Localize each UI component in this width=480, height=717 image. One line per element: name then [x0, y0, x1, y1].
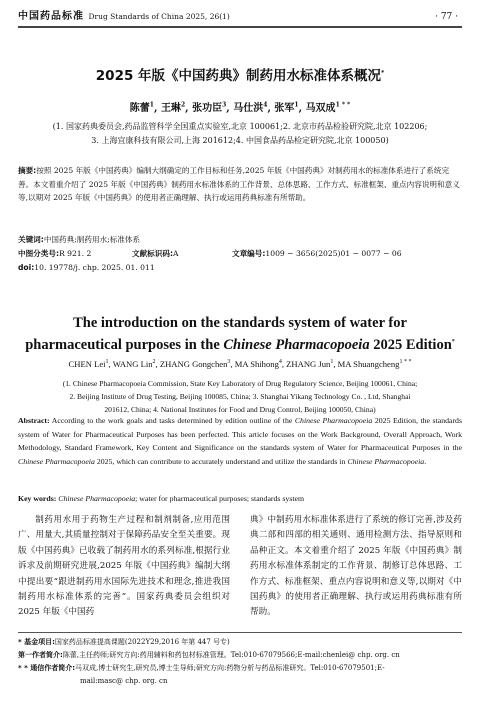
en-author-sup: 2 — [152, 359, 156, 366]
en-author-sup: 1 — [105, 359, 109, 366]
en-keywords-label: Key words: — [18, 494, 57, 503]
en-keywords-rest: ; water for pharmaceutical purposes; standards system — [135, 494, 305, 503]
zh-keywords-text: 中国药典;制药用水;标准体系 — [43, 235, 141, 244]
zh-abstract — [18, 164, 462, 205]
footnote-first-text: 陈蕾,主任药师;研究方向:药用辅料和药包材标准管理。Tel:010-67079566;E-mail:chenlei@ chp. org. cn — [62, 651, 400, 659]
en-author: ZHANG Jun — [286, 359, 331, 369]
zh-author-sup: 3 — [222, 101, 227, 109]
en-abstract-part: According to the work goals and tasks determined by edition outline of the — [49, 416, 295, 425]
body-right-column: 典》中制药用水标准体系进行了系统的修订完善,涉及药典二部和四部的相关通则、通用检测方法、指导原则和品种正文。本文着重介绍了 2025 年版《中国药典》制药用水标准体系制定的工作背景、制修订总体思路、工作方式、标准框架、重点内容说明和意义等,以期对《中国药典》的使用者正确理解、执行或运用药典标准有所帮助。 — [250, 515, 462, 618]
footnote-first-author — [18, 649, 462, 662]
zh-doi-value: 10. 19778/j. chp. 2025. 01. 011 — [34, 263, 155, 272]
en-abstract-part: 2025, which can contribute to accurately understand and utilize the standards in — [94, 456, 348, 466]
en-author-sup: 4 — [278, 359, 282, 366]
en-abstract-italic: Chinese Pharmacopoeia — [294, 416, 373, 425]
zh-author: 张军 — [274, 103, 295, 114]
zh-keywords — [18, 234, 140, 246]
en-abstract-part: 2025 Edition, the standards system of Water for Pharmaceutical Purposes has been perfected. This article focuses on the Work Background, Overall Approach, Work Methodology, Standard Framework, Key Content and Significance on the standards system of Water for Pharmaceutical Purposes in the — [18, 416, 462, 452]
en-title-mark: * — [451, 339, 455, 346]
en-affiliation-line: (1. Chinese Pharmacopoeia Commission, State Key Laboratory of Drug Regulatory Science, Beijing 100061, China; — [62, 379, 418, 388]
en-author: MA Shihong — [234, 359, 279, 369]
en-keywords-italic: Chinese Pharmacopoeia — [58, 494, 136, 503]
en-abstract — [18, 414, 462, 468]
zh-clc — [18, 248, 91, 260]
zh-doi — [18, 262, 155, 274]
footnote-corr-label: * * 通信作者简介: — [18, 664, 75, 672]
zh-title-mark: * — [381, 69, 385, 77]
zh-keywords-label: 关键词: — [18, 235, 44, 244]
en-title-line2 — [18, 334, 462, 356]
en-affiliation-line: 2. Beijing Institute of Drug Testing, Beijing 100085, China; 3. Shanghai Yikang Technology Co. , Ltd, Shanghai — [69, 392, 411, 401]
zh-doi-label: doi: — [18, 263, 35, 272]
en-author-sup: 3 — [227, 359, 231, 366]
zh-article-value: 1009 − 3656(2025)01 − 0077 − 06 — [265, 249, 402, 258]
zh-doccode-value: A — [173, 249, 179, 258]
zh-affiliations — [18, 120, 462, 148]
body-left-column: 制药用水用于药物生产过程和制剂制备,应用范围广、用量大,其质量控制对于保障药品安全至关重要。现版《中国药典》已收载了制药用水的系列标准,根据行业诉求及前期研究进展,2025 年版《中国药典》编制大纲中提出要“跟进制药用水国际先进技术和理念,推进我国制药用水标准体系的完善”。国家药典委员会组织对 2025 年版《中国药 — [18, 515, 230, 618]
zh-authors: 陈蕾$^1$, 王琳$^2$, 张功臣$^3$, 马仕洪$^4$, 张军$^1$, 马双成$^{1 * *}$ — [129, 101, 351, 114]
en-author: WANG Lin — [112, 359, 153, 369]
zh-author-sup: 1 — [294, 101, 299, 109]
en-authors: CHEN Lei$^1$, WANG Lin$^2$, ZHANG Gongchen$^3$, MA Shihong$^4$, ZHANG Jun$^1$, MA Shuangcheng$^{1 * *}$ — [68, 359, 412, 369]
footnote-fund-label: * 基金项目: — [18, 638, 55, 646]
journal-name-zh: 中国药品标准 — [18, 11, 84, 22]
footnote-fund-text: 国家药品标准提高课题(2022Y29,2016 年第 447 号专) — [54, 638, 230, 646]
zh-author-sup: 2 — [180, 101, 186, 109]
zh-author: 王琳 — [160, 103, 181, 114]
footnote-corr-text: 马双成,博士研究生,研究员,博士生导师;研究方向:药物分析与药品标准研究。Tel:010-67079501;E- — [75, 664, 385, 672]
zh-author-sup: 4 — [263, 101, 268, 109]
en-abstract-label: Abstract: — [18, 416, 50, 425]
page-number: · 77 · — [435, 12, 458, 22]
zh-affiliation-line: 3. 上海宜康科技有限公司,上海 201612;4. 中国食品药品检定研究院,北京 100050) — [91, 136, 389, 145]
en-keywords — [18, 494, 462, 503]
en-affiliation-line: 201612, China; 4. National Institutes for Food and Drug Control, Beijing 100050, China) — [104, 405, 376, 414]
zh-clc-label: 中图分类号: — [18, 249, 60, 258]
zh-article-no — [232, 248, 402, 260]
en-author: CHEN Lei — [68, 359, 106, 369]
zh-doccode-label: 文献标识码: — [132, 249, 174, 258]
zh-author-sup: 1 — [149, 101, 154, 109]
footnotes — [18, 632, 462, 688]
zh-abstract-text: 按照 2025 年版《中国药典》编制大纲确定的工作目标和任务,2025 年版《中国药典》对制药用水的标准体系进行了系统完善。本文着重介绍了 2025 年版《中国药典》制药用水标准体系的工作背景、总体思路、工作方式、标准框架、重点内容说明和意义等,以期对 2025 年版《中国药典》的使用者正确理解、执行或运用药典标准有所帮助。 — [18, 166, 460, 202]
en-author-sup: 1 — [330, 359, 334, 366]
zh-title — [18, 64, 462, 84]
zh-author: 马仕洪 — [233, 103, 264, 114]
en-abstract-italic: Chinese Pharmacopoeia — [18, 456, 95, 466]
en-author: ZHANG Gongchen — [159, 359, 228, 369]
zh-affiliation-line: (1. 国家药典委员会,药品监管科学全国重点实验室,北京 100061;2. 北京市药品检验研究院,北京 102206; — [52, 122, 428, 131]
en-title-post: 2025 Edition — [369, 337, 452, 353]
en-title — [18, 312, 462, 356]
zh-author: 马双成 — [305, 103, 336, 114]
zh-author: 陈蕾 — [129, 103, 150, 114]
footnote-corresponding-cont: mail:masc@ chp. org. cn — [80, 677, 168, 685]
zh-author: 张功臣 — [192, 103, 223, 114]
running-head — [18, 10, 462, 28]
footnote-fund — [18, 636, 462, 649]
zh-article-label: 文章编号: — [232, 249, 266, 258]
en-affiliations — [18, 377, 462, 416]
footnote-first-label: 第一作者简介: — [18, 651, 63, 659]
zh-title-text: 2025 年版《中国药典》制药用水标准体系概况 — [95, 68, 382, 84]
zh-clc-value: R 921. 2 — [59, 249, 92, 258]
zh-author-sup: 1 * * — [335, 101, 351, 109]
en-author-sup: 1 * * — [399, 359, 412, 366]
en-author: MA Shuangcheng — [337, 359, 400, 369]
zh-doccode — [132, 248, 179, 260]
journal-name-en: Drug Standards of China 2025, 26(1) — [88, 12, 230, 21]
footnote-corresponding — [18, 662, 462, 675]
zh-abstract-label: 摘要: — [18, 166, 37, 175]
en-abstract-part: . — [424, 456, 427, 466]
en-title-italic: Chinese Pharmacopoeia — [223, 337, 370, 353]
en-title-line1: The introduction on the standards system of water for — [73, 315, 407, 331]
en-abstract-italic: Chinese Pharmacopoeia — [347, 456, 425, 466]
en-title-pre: pharmaceutical purposes in the — [25, 337, 224, 353]
